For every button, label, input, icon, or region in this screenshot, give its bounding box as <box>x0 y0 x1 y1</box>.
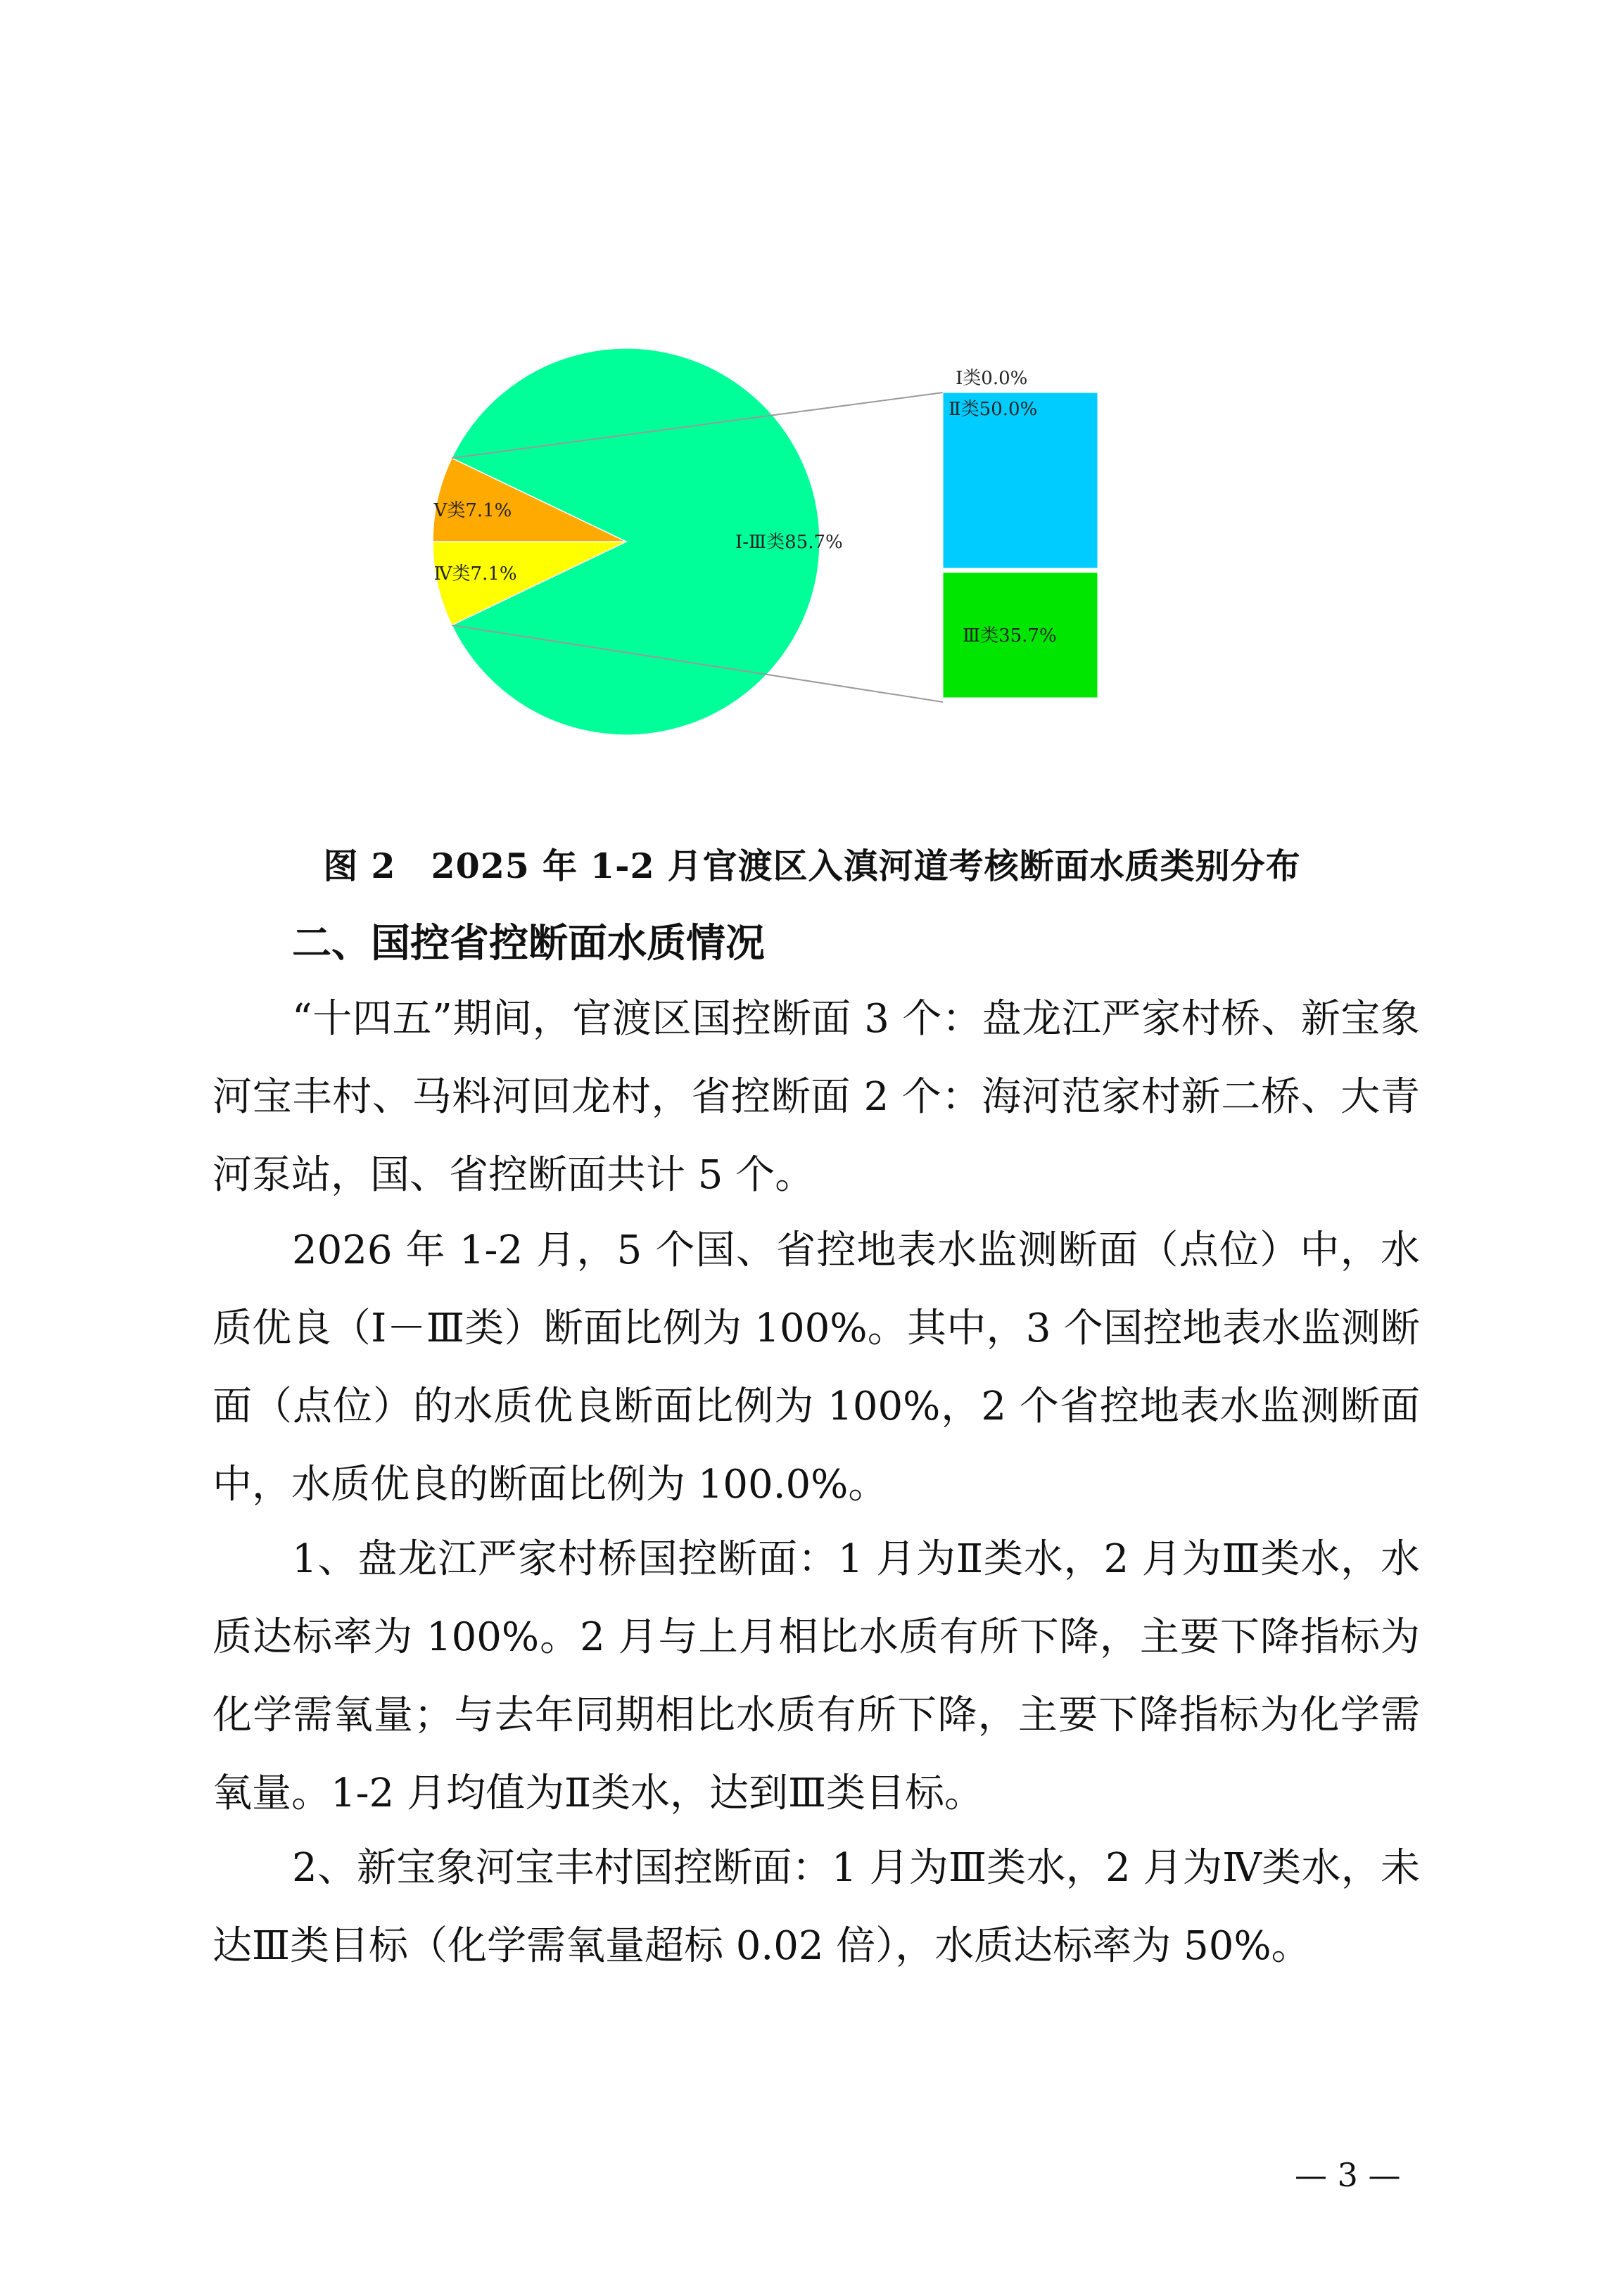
bar-label-2: Ⅱ类50.0% <box>949 399 1038 420</box>
breakdown-bar <box>943 393 1098 698</box>
pie-label-1: Ⅰ-Ⅲ类85.7% <box>735 532 843 553</box>
figure-caption: 图 2 2025 年 1-2 月官渡区入滇河道考核断面水质类别分布 <box>323 846 1301 886</box>
page-number: — 3 — <box>1295 2156 1401 2194</box>
paragraph-1: “十四五”期间，官渡区国控断面 3 个：盘龙江严家村桥、新宝象河宝丰村、马料河回龙村，省控断面 2 个：海河范家村新二桥、大青河泵站，国、省控断面共计 5 个。 <box>212 996 1420 1198</box>
paragraph-3: 1、盘龙江严家村桥国控断面：1 月为Ⅱ类水，2 月为Ⅲ类水，水质达标率为 100%。2 月与上月相比水质有所下降，主要下降指标为化学需氧量；与去年同期相比水质有所下降，主要下降指标为化学需氧量。1-2 月均值为Ⅱ类水，达到Ⅲ类目标。 <box>212 1536 1420 1816</box>
pie-label-2: Ⅳ类7.1% <box>433 563 517 585</box>
paragraph-2: 2026 年 1-2 月，5 个国、省控地表水监测断面（点位）中，水质优良（Ⅰ－Ⅲ类）断面比例为 100%。其中，3 个国控地表水监测断面（点位）的水质优良断面比例为 100%，2 个省控地表水监测断面中，水质优良的断面比例为 100.0%。 <box>212 1227 1420 1507</box>
pie-label-3: Ⅴ类7.1% <box>433 499 512 521</box>
bar-label-3: Ⅲ类35.7% <box>963 625 1057 646</box>
bar-label-1: Ⅰ类0.0% <box>956 368 1028 389</box>
water-quality-pie-chart <box>422 345 1140 760</box>
section-heading: 二、国控省控断面水质情况 <box>292 921 765 967</box>
paragraph-4: 2、新宝象河宝丰村国控断面：1 月为Ⅲ类水，2 月为Ⅳ类水，未达Ⅲ类目标（化学需氧量超标 0.02 倍），水质达标率为 50%。 <box>212 1845 1420 1969</box>
